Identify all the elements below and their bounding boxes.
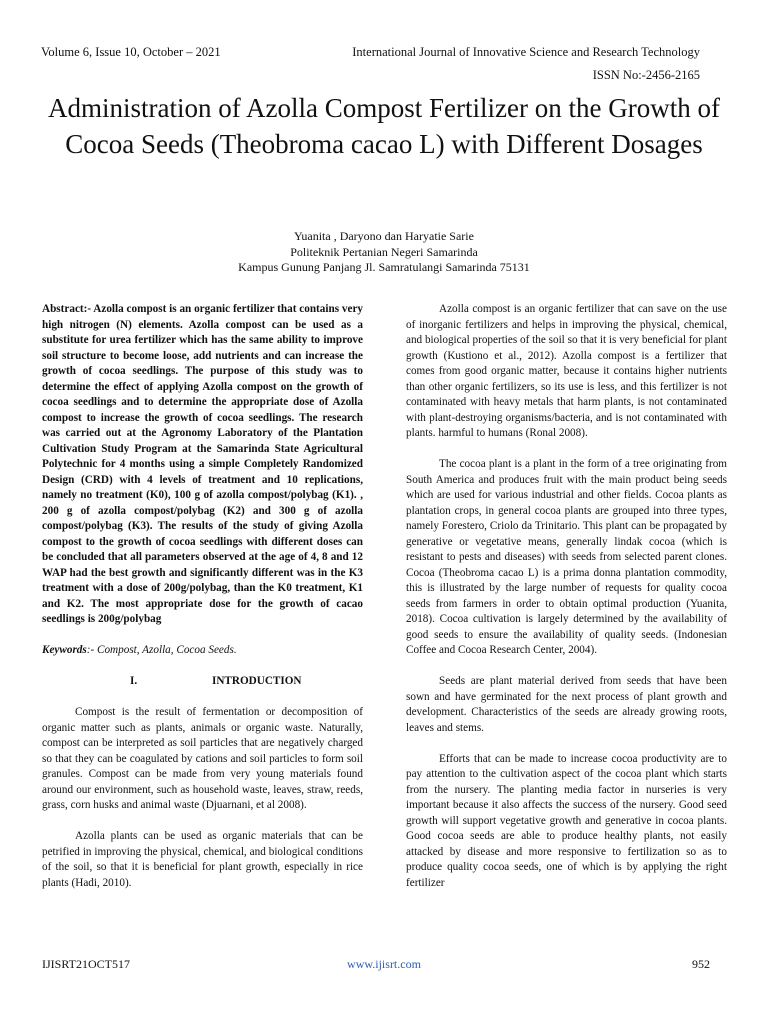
author-address: Kampus Gunung Panjang Jl. Samratulangi Samarinda 75131	[238, 260, 530, 274]
footer-website-link[interactable]: www.ijisrt.com	[347, 957, 421, 971]
left-column	[42, 302, 363, 907]
keywords	[42, 643, 363, 659]
footer-page-number: 952	[692, 957, 710, 971]
body-paragraph-3: Seeds are plant material derived from seeds that have been sown and have germinated for the next process of plant growth and development. Characteristics of the seeds are already growing roots, leaves and stems.	[406, 675, 727, 734]
header-journal: International Journal of Innovative Science and Research Technology	[352, 45, 700, 59]
body-paragraph-4: Efforts that can be made to increase cocoa productivity are to pay attention to the cultivation aspect of the cocoa plant which starts from the nursery. The planting media factor in nurseries is very important because it also affects the success of the nursery. Good seed growth will support vegetative growth and generative in cocoa plants. Good cocoa seeds are able to produce healthy plants, not easily attacked by disease and more responsive to fertilization so as to produce quality cocoa seeds, one of which is by applying the right fertilizer	[406, 752, 727, 889]
section-number: I.	[130, 675, 138, 687]
paper-title: Administration of Azolla Compost Fertilizer on the Growth of Cocoa Seeds (Theobroma cacao L) with Different Dosages	[48, 93, 720, 159]
body-paragraph-1: Azolla compost is an organic fertilizer that can save on the use of inorganic fertilizers and helps in improving the physical, chemical, and biological properties of the soil so that it is very beneficial for plant growth (Kustiono et al., 2012). Azolla compost is a fertilizer that comes from good organic matter, because it contains higher nutrients than other organic fertilizers, so its use is less, and this fertilizer is not contaminated with heavy metals that harm plants, is not contaminated with plant-destroying organisms/bacteria, and is not contaminated with plants. harmful to humans (Ronal 2008).	[406, 303, 727, 439]
keywords-label: Keywords	[42, 644, 87, 656]
author-names: Yuanita , Daryono dan Haryatie Sarie	[294, 229, 474, 243]
footer-paper-code: IJISRT21OCT517	[42, 957, 130, 971]
keywords-text: :- Compost, Azolla, Cocoa Seeds.	[86, 644, 237, 656]
section-heading-introduction	[42, 674, 363, 690]
section-title: INTRODUCTION	[212, 675, 302, 687]
intro-paragraph-2: Azolla plants can be used as organic materials that can be petrified in improving the physical, chemical, and biological conditions of the soil, so that it is beneficial for plant growth, especially in rice plants (Hadi, 2010).	[42, 830, 363, 889]
header-issn: ISSN No:-2456-2165	[592, 68, 700, 82]
right-column	[406, 302, 727, 907]
author-block	[40, 229, 728, 276]
abstract: Abstract:- Azolla compost is an organic fertilizer that contains very high nitrogen (N) elements. Azolla compost can be used as a substitute for urea fertilizer which has the same ability to improve soil structure to become loose, add nutrients and can increase the growth of cocoa seedlings. The purpose of this study was to determine the effect of applying Azolla compost on the growth of cocoa seedlings and to determine the appropriate dose of Azolla compost to increase the growth of cocoa seedlings. The research was carried out at the Agronomy Laboratory of the Plantation Cultivation Study Program at the Samarinda State Agricultural Polytechnic for 4 months using a simple Completely Randomized Design (CRD) with 4 levels of treatment and 10 replications, namely no treatment (K0), 100 g of azolla compost/polybag (K1). , 200 g of azolla compost/polybag (K2) and 300 g of azolla compost/polybag (K3). The results of the study of giving Azolla compost to the growth of cocoa seedlings with different doses can be concluded that all parameters observed at the age of 4, 8 and 12 WAP had the best growth and significantly different was in the K3 treatment with a dose of 200g/polybag, than the K0 treatment, K1 and K2. The most appropriate dose for the growth of cacao seedlings is 200g/polybag	[42, 303, 363, 625]
body-paragraph-2: The cocoa plant is a plant in the form of a tree originating from South America and produces fruit with the main product being seeds which are used for various industrial and other fields. Cocoa plants as plantation crops, in general cocoa plants are grouped into three types, namely Forestero, Criolo da Trinitario. This plant can be propagated by generative or vegetative means, generally lindak cocoa (which is resistant to pests and diseases) with seeds from selected parent clones. Cocoa (Theobroma cacao L) is a prima donna plantation commodity, this is illustrated by the large number of requests for quality cocoa seeds from farmers in order to obtain optimal production (Yuanita, 2018). Cocoa cultivation is largely determined by the availability of good seeds to ensure the availability of quality seeds. (Indonesian Coffee and Cocoa Research Center, 2004).	[406, 458, 727, 656]
header-volume: Volume 6, Issue 10, October – 2021	[41, 45, 221, 59]
intro-paragraph-1: Compost is the result of fermentation or decomposition of organic matter such as plants, animals or organic waste. Naturally, compost can be interpreted as soil particles that are negatively charged so that they can be coagulated by cations and soil particles to form soil granules. Compost can be made from very young materials found around our environment, such as household waste, leaves, straw, reeds, grass, corn husks and animal waste (Djuarnani, et al 2008).	[42, 706, 363, 811]
author-affiliation: Politeknik Pertanian Negeri Samarinda	[290, 244, 478, 259]
